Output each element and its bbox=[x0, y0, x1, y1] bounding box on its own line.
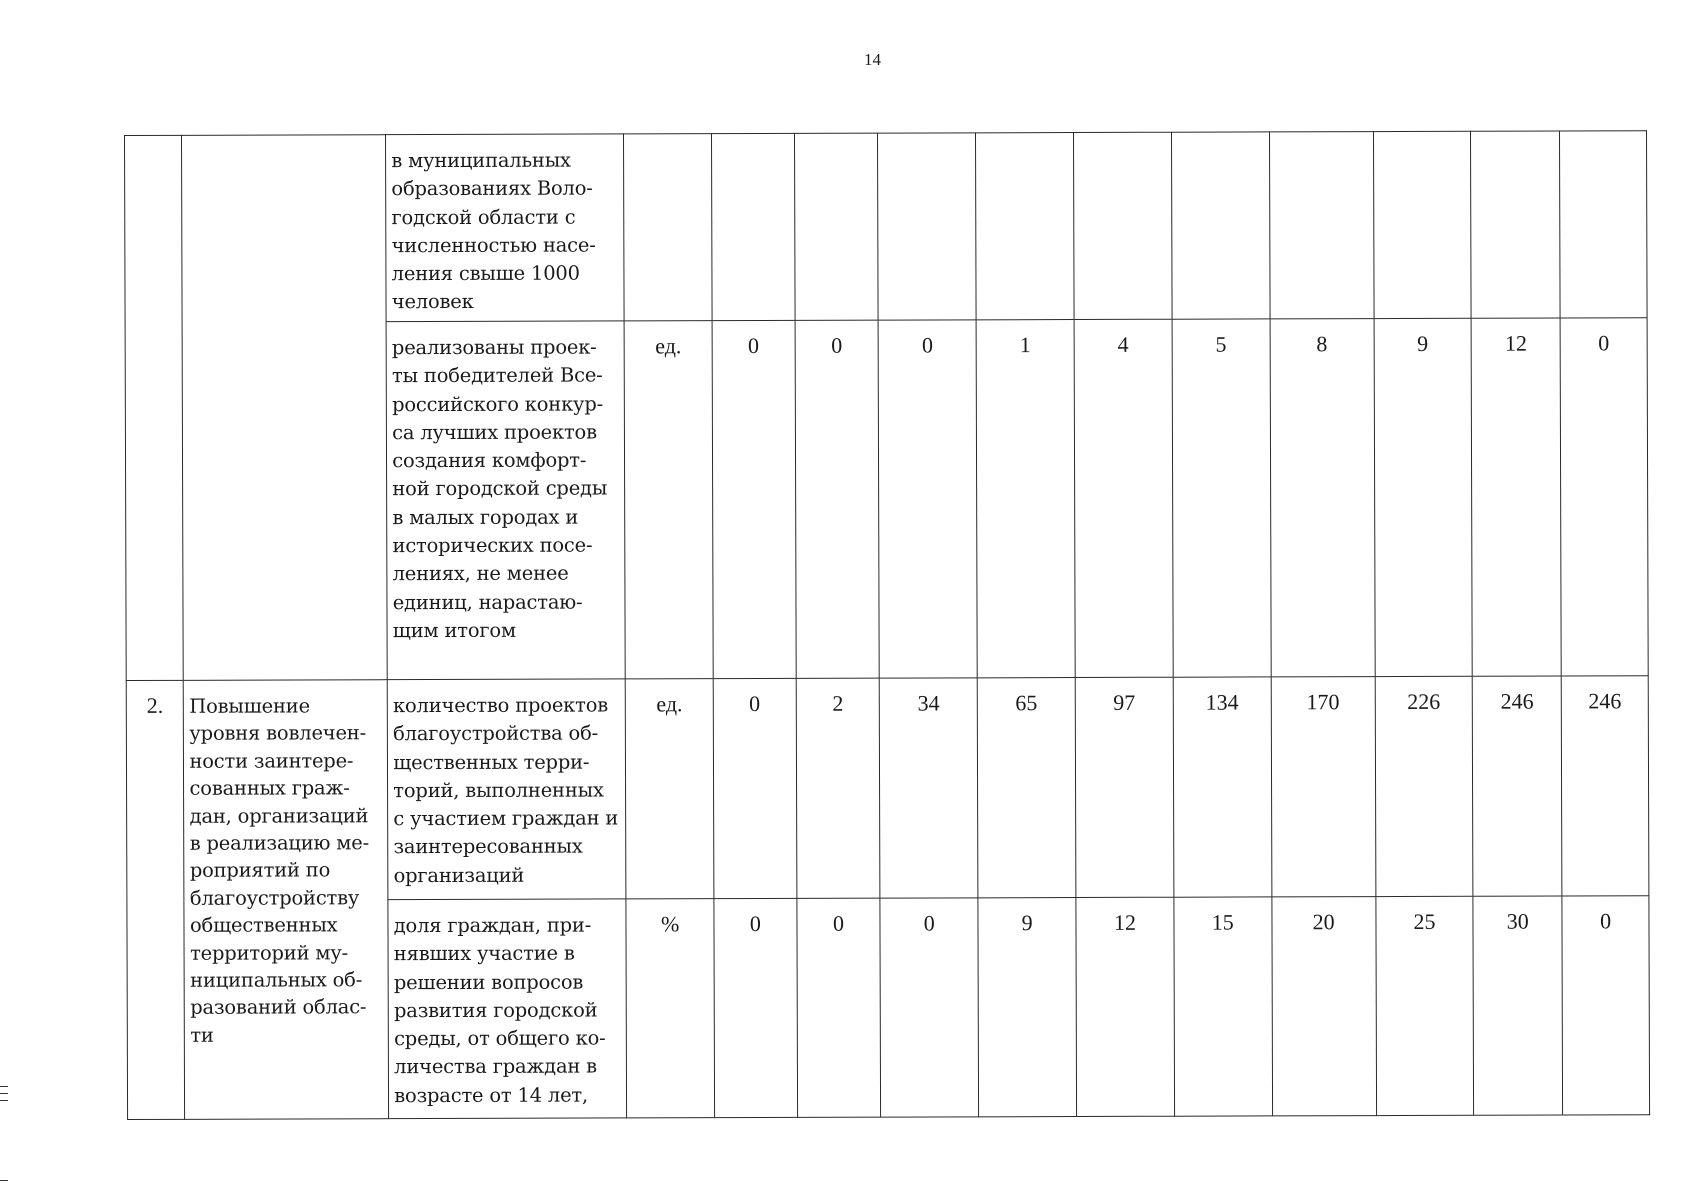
indicator-value: 20 bbox=[1312, 909, 1335, 935]
value-cell bbox=[711, 133, 794, 320]
value-cell bbox=[1473, 676, 1562, 896]
margin-mark bbox=[0, 1086, 8, 1087]
indicator-value: 1 bbox=[1019, 332, 1031, 358]
indicator-value: 12 bbox=[1504, 330, 1527, 356]
indicator-description-cell bbox=[387, 679, 626, 900]
value-cell bbox=[1374, 318, 1473, 676]
indicator-value: 15 bbox=[1211, 909, 1234, 935]
value-cell bbox=[1076, 897, 1175, 1116]
table-row bbox=[125, 131, 1648, 323]
indicator-value: 0 bbox=[921, 332, 933, 358]
indicator-value: 97 bbox=[1113, 689, 1136, 715]
value-cell bbox=[977, 678, 1076, 898]
page-number: 14 bbox=[864, 50, 881, 69]
indicator-description: доля граждан, при- нявших участие в решении вопросов развития городской среды, от общего ко- личества граждан в возрасте от 14 лет, bbox=[393, 913, 606, 1107]
value-cell bbox=[1473, 896, 1562, 1115]
indicator-value: 65 bbox=[1015, 690, 1038, 716]
value-cell bbox=[1269, 132, 1373, 319]
goal-cell bbox=[182, 135, 387, 681]
value-cell bbox=[1271, 677, 1376, 897]
indicator-value: 246 bbox=[1588, 688, 1622, 714]
indicator-value: 30 bbox=[1506, 908, 1529, 934]
indicator-value: 0 bbox=[749, 911, 761, 937]
value-cell bbox=[795, 320, 880, 678]
indicators-table bbox=[124, 130, 1650, 1120]
value-cell bbox=[1471, 318, 1561, 676]
value-cell bbox=[714, 898, 797, 1117]
indicator-value: 134 bbox=[1205, 689, 1239, 715]
indicator-value: 0 bbox=[1598, 330, 1610, 356]
indicator-value: 226 bbox=[1407, 688, 1441, 714]
value-cell bbox=[1560, 131, 1647, 318]
margin-mark bbox=[0, 1180, 8, 1181]
indicator-description: в муниципальных образованиях Воло- годской области с численностью насе- ления свыше 1000 человек bbox=[391, 148, 596, 314]
indicator-value: 0 bbox=[831, 332, 843, 358]
indicator-value: 0 bbox=[832, 910, 845, 936]
row-number-cell bbox=[125, 135, 184, 680]
value-cell bbox=[976, 320, 1075, 678]
indicator-value: 25 bbox=[1413, 908, 1436, 934]
value-cell bbox=[978, 898, 1077, 1117]
unit-label: ед. bbox=[655, 333, 682, 359]
value-cell bbox=[1562, 896, 1650, 1115]
value-cell bbox=[1471, 131, 1560, 318]
value-cell bbox=[878, 320, 977, 678]
value-cell bbox=[976, 133, 1074, 320]
indicator-value: 9 bbox=[1021, 910, 1033, 936]
indicator-value: 0 bbox=[923, 910, 935, 936]
value-cell bbox=[712, 320, 796, 678]
value-cell bbox=[1172, 319, 1271, 677]
goal-text: Повышение уровня вовлечен- ности заинтере- сованных граж- дан, организаций в реализацию ме- роприятий по благоустройству общественных территорий му- ниципальных об- разований облас- ти bbox=[189, 694, 370, 1047]
unit-cell bbox=[624, 321, 713, 679]
indicator-value: 170 bbox=[1306, 689, 1340, 715]
unit-cell bbox=[626, 899, 714, 1118]
indicator-value: 4 bbox=[1117, 331, 1129, 357]
value-cell bbox=[878, 133, 976, 320]
unit-cell bbox=[625, 679, 713, 899]
table-row bbox=[126, 676, 1649, 901]
indicator-value: 9 bbox=[1417, 330, 1429, 356]
value-cell bbox=[1074, 319, 1173, 677]
value-cell bbox=[1173, 677, 1272, 897]
unit-label: % bbox=[660, 911, 680, 937]
goal-cell bbox=[184, 680, 389, 1120]
row-number: 2. bbox=[146, 692, 164, 718]
value-cell bbox=[880, 678, 979, 898]
value-cell bbox=[794, 133, 878, 320]
indicator-value: 0 bbox=[749, 691, 761, 717]
value-cell bbox=[1375, 676, 1474, 896]
value-cell bbox=[713, 678, 796, 898]
value-cell bbox=[1561, 676, 1649, 896]
indicator-value: 8 bbox=[1316, 331, 1328, 357]
indicator-description-cell bbox=[388, 899, 627, 1119]
value-cell bbox=[796, 678, 880, 898]
value-cell bbox=[1075, 677, 1174, 897]
indicator-description: количество проектов благоустройства об- щественных терри- торий, выполненных с участием граждан и заинтересованных организаций bbox=[392, 693, 619, 887]
margin-mark bbox=[0, 1093, 8, 1094]
indicator-description: реализованы проек- ты победителей Все- российского конкур- са лучших проектов создания комфорт- ной городской среды в малых городах и исторических посе- лениях, не менее единиц, нарастаю- щим итогом bbox=[391, 335, 608, 643]
indicator-value: 0 bbox=[1600, 908, 1612, 934]
value-cell bbox=[797, 898, 881, 1117]
value-cell bbox=[1171, 132, 1269, 319]
value-cell bbox=[880, 898, 979, 1117]
value-cell bbox=[1375, 896, 1474, 1115]
indicator-value: 12 bbox=[1113, 909, 1136, 935]
indicator-description-cell bbox=[386, 321, 625, 680]
value-cell bbox=[1560, 318, 1648, 676]
margin-mark bbox=[0, 1100, 8, 1101]
value-cell bbox=[1272, 897, 1377, 1116]
indicator-value: 0 bbox=[747, 333, 760, 359]
value-cell bbox=[1174, 897, 1273, 1116]
value-cell bbox=[1373, 131, 1471, 318]
row-number-cell bbox=[126, 680, 185, 1119]
unit-cell bbox=[624, 134, 712, 321]
unit-label: ед. bbox=[656, 691, 683, 717]
indicator-value: 34 bbox=[917, 690, 940, 716]
indicator-value: 2 bbox=[832, 690, 844, 716]
indicator-value: 246 bbox=[1500, 688, 1534, 714]
value-cell bbox=[1074, 132, 1172, 319]
indicator-value: 5 bbox=[1215, 331, 1227, 357]
value-cell bbox=[1270, 319, 1375, 677]
indicator-description-cell bbox=[386, 134, 625, 322]
